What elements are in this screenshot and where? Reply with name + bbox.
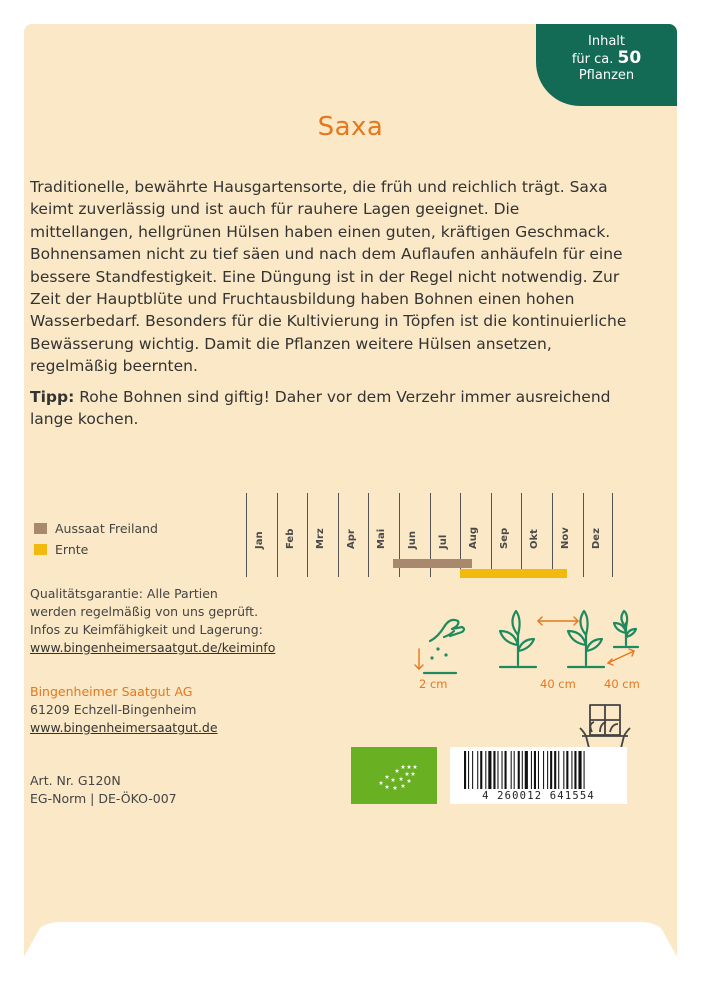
article-norm: EG-Norm | DE-ÖKO-007 <box>30 791 177 806</box>
barcode-bar <box>522 751 523 789</box>
tip-text <box>30 386 627 431</box>
month-label-feb: Feb <box>284 528 296 549</box>
legend-swatch-sowing <box>34 523 47 534</box>
barcode-bar <box>525 751 528 789</box>
barcode-digits: 4 260012 641554 <box>482 790 595 802</box>
content-badge <box>536 24 677 106</box>
month-column-okt <box>521 493 552 577</box>
quality-line2: werden regelmäßig von uns geprüft. <box>30 604 259 619</box>
month-label-jan: Jan <box>254 531 265 549</box>
barcode <box>450 747 627 804</box>
article-number: Art. Nr. G120N <box>30 773 121 788</box>
barcode-bar <box>563 751 564 789</box>
eu-organic-logo <box>351 747 437 804</box>
barcode-bar <box>477 751 478 789</box>
product-title: Saxa <box>317 112 384 142</box>
barcode-bar <box>468 751 469 789</box>
article-info <box>30 772 177 808</box>
barcode-bars <box>450 747 627 791</box>
quality-line3: Infos zu Keimfähigkeit und Lagerung: <box>30 622 263 637</box>
company-name: Bingenheimer Saatgut AG <box>30 684 193 699</box>
barcode-bar <box>485 751 486 789</box>
barcode-bar <box>497 751 498 789</box>
sowing-instructions <box>386 585 656 695</box>
month-label-sep: Sep <box>498 527 510 549</box>
barcode-bar <box>493 751 495 789</box>
barcode-bar <box>538 751 539 789</box>
sowing-depth-label: 2 cm <box>419 677 448 691</box>
barcode-bar <box>550 751 552 789</box>
legend-label-harvest: Ernte <box>55 542 89 557</box>
keiminfo-link[interactable]: www.bingenheimersaatgut.de/keiminfo <box>30 640 276 655</box>
legend-swatch-harvest <box>34 544 47 555</box>
quality-line1: Qualitätsgarantie: Alle Partien <box>30 586 218 601</box>
month-column-apr <box>338 493 369 577</box>
barcode-bar <box>534 751 536 789</box>
month-column-dez <box>583 493 614 577</box>
barcode-bar <box>558 751 559 789</box>
packet-bottom-svg <box>0 900 701 1000</box>
legend-label-sowing: Aussaat Freiland <box>55 521 158 536</box>
row-spacing-label: 40 cm <box>540 677 576 691</box>
month-label-mrz: Mrz <box>315 528 327 549</box>
month-label-mai: Mai <box>376 528 388 549</box>
barcode-bar <box>531 751 532 789</box>
barcode-bar <box>505 751 507 789</box>
barcode-bar <box>502 751 503 789</box>
barcode-bar <box>571 751 572 789</box>
barcode-bar <box>554 751 556 789</box>
month-column-sep <box>491 493 522 577</box>
barcode-bar <box>566 751 568 789</box>
tip-label: Tipp: <box>30 388 75 406</box>
barcode-bar <box>511 751 512 789</box>
month-label-apr: Apr <box>345 529 357 549</box>
tip-body: Rohe Bohnen sind giftig! Daher vor dem Verzehr immer ausreichend lange kochen. <box>30 388 611 429</box>
legend-item-sowing <box>34 518 158 539</box>
month-column-feb <box>277 493 308 577</box>
calendar-bar-harvest <box>460 569 567 578</box>
barcode-bar <box>584 751 585 789</box>
barcode-bar <box>574 751 576 789</box>
company-address: 61209 Echzell-Bingenheim <box>30 702 197 717</box>
month-label-jul: Jul <box>437 534 449 549</box>
company-website-link[interactable]: www.bingenheimersaatgut.de <box>30 720 218 735</box>
packet-bottom-edge <box>0 900 701 1000</box>
month-label-nov: Nov <box>560 527 571 549</box>
month-column-jan <box>246 493 277 577</box>
badge-line3: Pflanzen <box>578 68 635 83</box>
barcode-bar <box>547 751 548 789</box>
month-column-mrz <box>307 493 338 577</box>
calendar-legend <box>34 518 158 560</box>
legend-item-harvest <box>34 539 158 560</box>
company-info <box>30 683 218 737</box>
barcode-bar <box>488 751 491 789</box>
badge-count: 50 <box>617 48 642 68</box>
badge-line1: Inhalt <box>588 34 625 49</box>
badge-line2: für ca. <box>571 52 614 67</box>
barcode-bar <box>464 751 466 789</box>
quality-guarantee <box>30 585 275 657</box>
calendar-bar-sowing <box>393 559 473 568</box>
sowing-icons-svg <box>386 585 656 675</box>
month-label-dez: Dez <box>590 528 602 549</box>
sowing-calendar <box>246 493 614 577</box>
barcode-bar <box>543 751 544 789</box>
month-label-aug: Aug <box>468 526 480 549</box>
plant-spacing-label: 40 cm <box>604 677 640 691</box>
barcode-bar <box>472 751 473 789</box>
seed-hand-icon <box>415 620 464 673</box>
month-label-okt: Okt <box>529 529 541 549</box>
barcode-bar <box>514 751 515 789</box>
barcode-bar <box>518 751 520 789</box>
month-label-jun: Jun <box>407 531 418 549</box>
product-description: Traditionelle, bewährte Hausgartensorte, die früh und reichlich trägt. Saxa keimt zuverlässig und ist auch für rauhere Lagen geeignet. Die mittellangen, hellgrünen Hülsen haben einen guten, kräftigen Geschmack. Bohnensamen nicht zu tief säen und nach dem Auflaufen anhäufeln für eine bessere Standfestigkeit. Eine Düngung ist in der Regel nicht notwendig. Zur Zeit der Hauptblüte und Fruchtausbildung haben Bohnen einen hohen Wasserbedarf. Besonders für die Kultivierung in Töpfen ist die kontinuierliche Bewässerung wichtig. Damit die Pflanzen weitere Hülsen ansetzen, regelmäßig beernten. <box>30 178 627 376</box>
month-column-nov <box>552 493 583 577</box>
barcode-bar <box>480 751 482 789</box>
barcode-bar <box>578 751 581 789</box>
